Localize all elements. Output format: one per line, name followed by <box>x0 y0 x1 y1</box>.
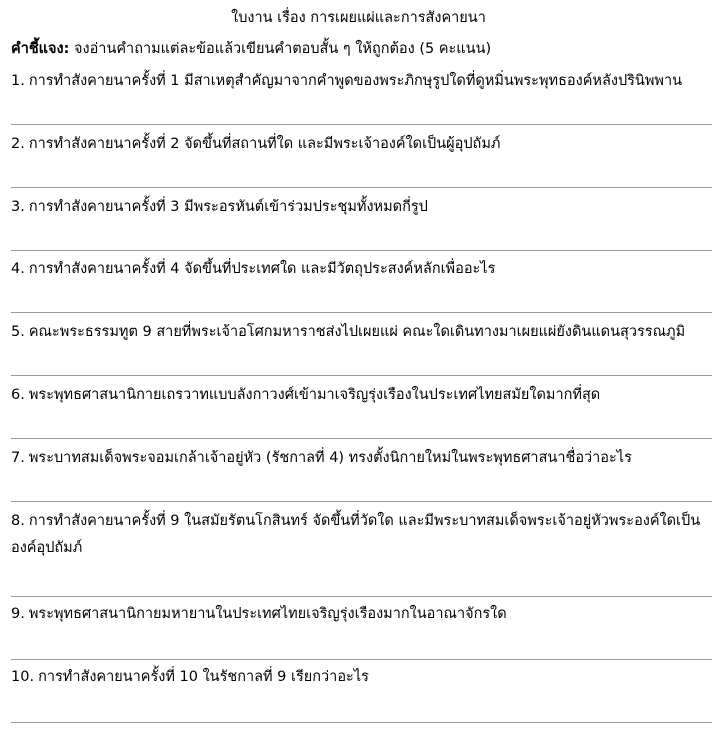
worksheet-title: ใบงาน เรื่อง การเผยแผ่และการสังคายนา <box>231 10 486 26</box>
question-text: การทำสังคายนาครั้งที่ 9 ในสมัยรัตนโกสินทร์ จัดขึ้นที่วัดใด และมีพระบาทสมเด็จพระเจ้าอยู่หัวพระองค์ใดเป็นองค์อุปถัมภ์ <box>11 513 701 556</box>
answer-line-8[interactable] <box>11 596 712 597</box>
question-3 <box>11 194 709 221</box>
question-1 <box>11 68 709 95</box>
question-number: 1. <box>11 73 25 89</box>
question-text: คณะพระธรรมทูต 9 สายที่พระเจ้าอโศกมหาราชส่งไปเผยแผ่ คณะใดเดินทางมาเผยแผ่ยังดินแดนสุวรรณภูมิ <box>28 324 686 340</box>
question-number: 10. <box>11 669 35 685</box>
question-number: 9. <box>11 606 25 622</box>
answer-line-2[interactable] <box>11 187 712 188</box>
question-6 <box>11 382 709 409</box>
question-number: 5. <box>11 324 25 340</box>
question-text: การทำสังคายนาครั้งที่ 3 มีพระอรหันต์เข้าร่วมประชุมทั้งหมดกี่รูป <box>28 199 428 215</box>
question-7 <box>11 445 709 472</box>
question-text: การทำสังคายนาครั้งที่ 4 จัดขึ้นที่ประเทศใด และมีวัตถุประสงค์หลักเพื่ออะไร <box>28 261 496 277</box>
answer-line-6[interactable] <box>11 438 712 439</box>
question-number: 6. <box>11 387 25 403</box>
question-number: 7. <box>11 450 25 466</box>
question-text: การทำสังคายนาครั้งที่ 2 จัดขึ้นที่สถานที่ใด และมีพระเจ้าองค์ใดเป็นผู้อุปถัมภ์ <box>28 136 501 152</box>
answer-line-4[interactable] <box>11 312 712 313</box>
question-number: 8. <box>11 513 25 529</box>
instruction-label: คำชี้แจง: <box>11 41 70 57</box>
instruction-text: จงอ่านคำถามแต่ละข้อแล้วเขียนคำตอบสั้น ๆ ให้ถูกต้อง (5 คะแนน) <box>69 41 492 57</box>
question-5 <box>11 319 709 346</box>
instruction <box>11 39 711 59</box>
answer-line-3[interactable] <box>11 250 712 251</box>
question-8 <box>11 508 709 562</box>
answer-line-1[interactable] <box>11 124 712 125</box>
question-number: 4. <box>11 261 25 277</box>
question-text: พระบาทสมเด็จพระจอมเกล้าเจ้าอยู่หัว (รัชกาลที่ 4) ทรงตั้งนิกายใหม่ในพระพุทธศาสนาชื่อว่าอะไร <box>28 450 632 466</box>
answer-line-5[interactable] <box>11 375 712 376</box>
question-2 <box>11 131 709 158</box>
question-text: การทำสังคายนาครั้งที่ 1 มีสาเหตุสำคัญมาจากคำพูดของพระภิกษุรูปใดที่ดูหมิ่นพระพุทธองค์หลังปรินิพพาน <box>28 73 683 89</box>
question-4 <box>11 256 709 283</box>
question-9 <box>11 601 709 628</box>
question-text: พระพุทธศาสนานิกายมหายานในประเทศไทยเจริญรุ่งเรืองมากในอาณาจักรใด <box>28 606 507 622</box>
question-text: การทำสังคายนาครั้งที่ 10 ในรัชกาลที่ 9 เรียกว่าอะไร <box>38 669 369 685</box>
answer-line-10[interactable] <box>11 722 712 723</box>
question-number: 2. <box>11 136 25 152</box>
question-text: พระพุทธศาสนานิกายเถรวาทแบบลังกาวงศ์เข้ามาเจริญรุ่งเรืองในประเทศไทยสมัยใดมากที่สุด <box>28 387 601 403</box>
question-number: 3. <box>11 199 25 215</box>
answer-line-7[interactable] <box>11 501 712 502</box>
answer-line-9[interactable] <box>11 659 712 660</box>
question-10 <box>11 664 709 691</box>
